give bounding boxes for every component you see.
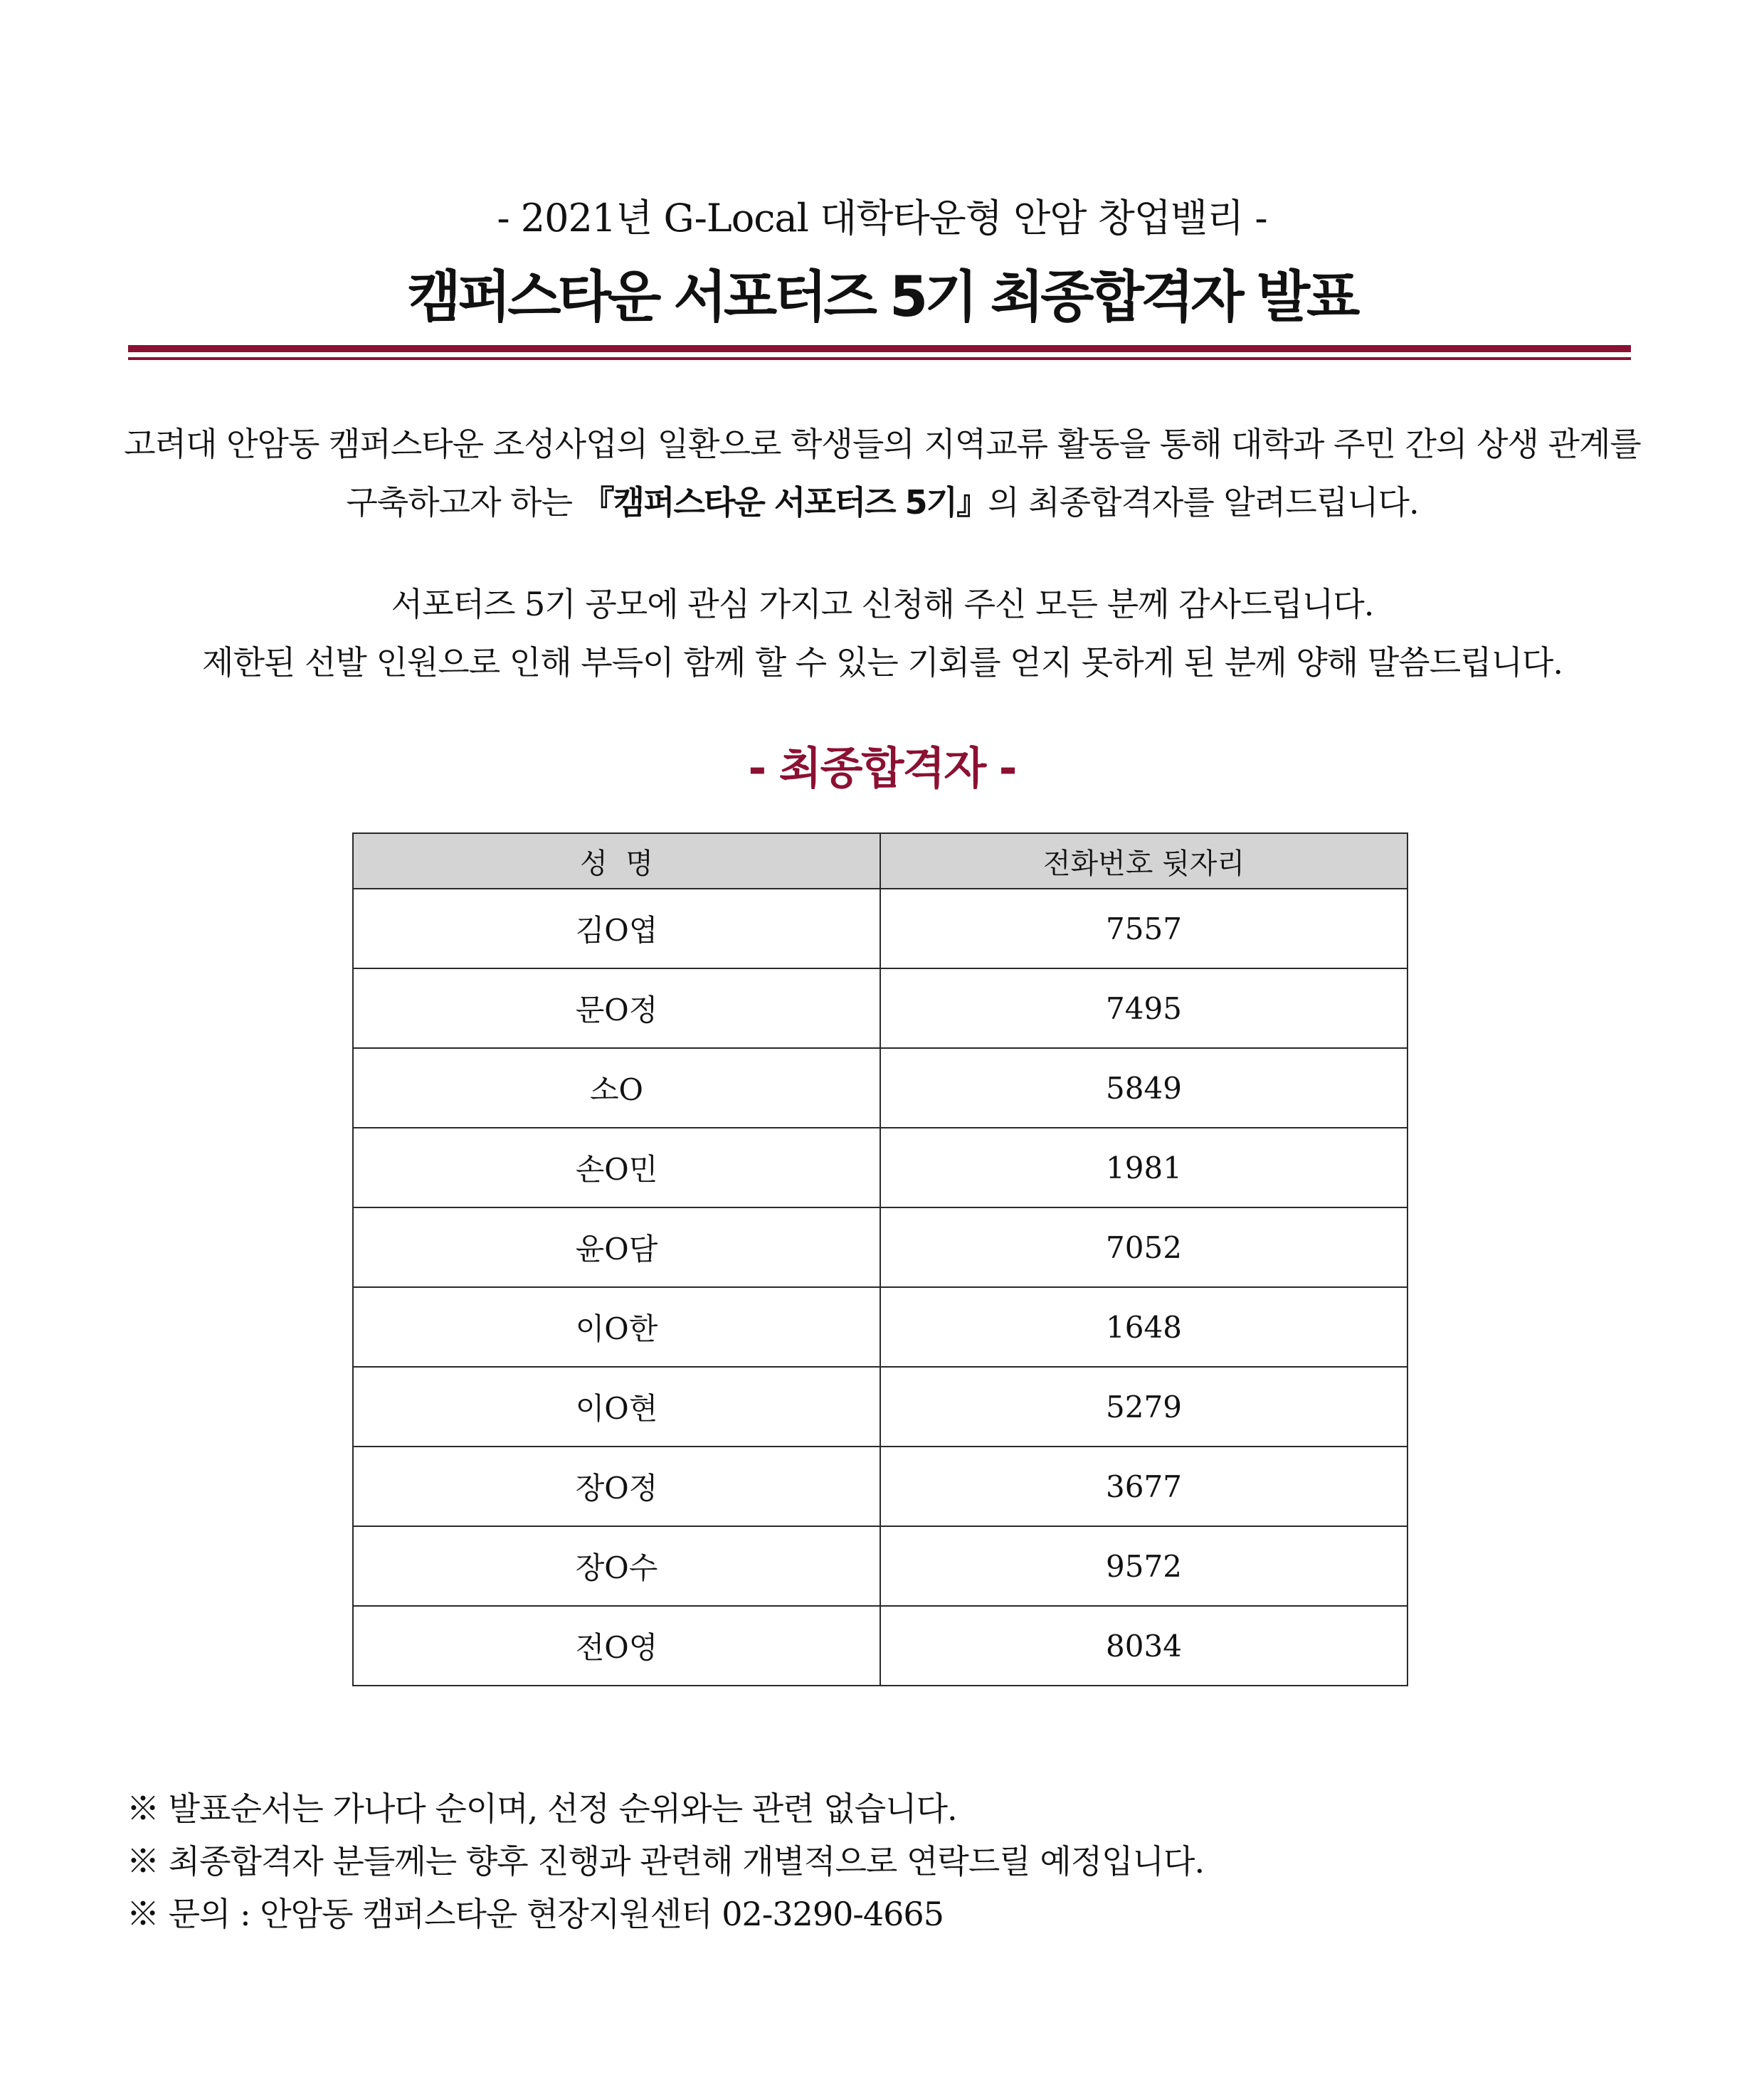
table-row [353, 1207, 1407, 1287]
cell-name: 소O [353, 1048, 880, 1128]
cell-name: 장O정 [353, 1447, 880, 1526]
cell-phone: 5279 [880, 1367, 1407, 1447]
cell-name: 윤O담 [353, 1207, 880, 1287]
cell-name: 손O민 [353, 1128, 880, 1207]
document-subtitle: - 2021년 G-Local 대학타운형 안암 창업밸리 - [497, 196, 1267, 240]
cell-name: 김O엽 [353, 889, 880, 968]
title-divider-thin [128, 357, 1631, 360]
cell-phone: 1648 [880, 1287, 1407, 1367]
intro-line-2 [107, 473, 1658, 532]
cell-name: 장O수 [353, 1526, 880, 1606]
results-table [352, 832, 1408, 1686]
table-row [353, 1048, 1407, 1128]
cell-name: 문O정 [353, 968, 880, 1048]
cell-name: 이O한 [353, 1287, 880, 1367]
table-row [353, 1447, 1407, 1526]
table-row [353, 1606, 1407, 1686]
column-header-phone: 전화번호 뒷자리 [880, 833, 1407, 889]
table-row [353, 1526, 1407, 1606]
table-row [353, 1287, 1407, 1367]
thanks-line-2: 제한된 선발 인원으로 인해 부득이 함께 할 수 있는 기회를 얻지 못하게 된 분께 양해 말씀드립니다. [202, 643, 1563, 682]
thanks-paragraph [107, 575, 1658, 692]
cell-name: 전O영 [353, 1606, 880, 1686]
table-row [353, 1128, 1407, 1207]
cell-phone: 1981 [880, 1128, 1407, 1207]
cell-phone: 7052 [880, 1207, 1407, 1287]
cell-phone: 7557 [880, 889, 1407, 968]
cell-phone: 3677 [880, 1447, 1407, 1526]
cell-phone: 8034 [880, 1606, 1407, 1686]
document-title: 캠퍼스타운 서포터즈 5기 최종합격자 발표 [407, 265, 1357, 329]
intro-line-2-after: 의 최종합격자를 알려드립니다. [988, 483, 1419, 522]
notes-section [127, 1782, 1692, 1940]
thanks-line-1: 서포터즈 5기 공모에 관심 가지고 신청해 주신 모든 분께 감사드립니다. [391, 585, 1374, 623]
section-heading-final-list: - 최종합격자 - [748, 742, 1016, 794]
cell-name: 이O현 [353, 1367, 880, 1447]
column-header-name: 성 명 [353, 833, 880, 889]
intro-line-1: 고려대 안암동 캠퍼스타운 조성사업의 일환으로 학생들의 지역교류 활동을 통해 대학과 주민 간의 상생 관계를 [124, 425, 1641, 463]
cell-phone: 9572 [880, 1526, 1407, 1606]
intro-line-2-before: 구축하고자 하는 [346, 483, 582, 522]
note-contact: ※ 최종합격자 분들께는 향후 진행과 관련해 개별적으로 연락드릴 예정입니다. [127, 1842, 1205, 1881]
title-divider-thick [128, 345, 1631, 352]
table-row [353, 889, 1407, 968]
program-name-emphasis: 『캠퍼스타운 서포터즈 5기』 [581, 483, 988, 522]
table-row [353, 1367, 1407, 1447]
intro-paragraph [107, 415, 1658, 532]
note-order: ※ 발표순서는 가나다 순이며, 선정 순위와는 관련 없습니다. [127, 1789, 957, 1828]
note-inquiry: ※ 문의 : 안암동 캠퍼스타운 현장지원센터 02-3290-4665 [127, 1895, 944, 1933]
cell-phone: 7495 [880, 968, 1407, 1048]
cell-phone: 5849 [880, 1048, 1407, 1128]
table-row [353, 968, 1407, 1048]
table-header-row [353, 833, 1407, 889]
